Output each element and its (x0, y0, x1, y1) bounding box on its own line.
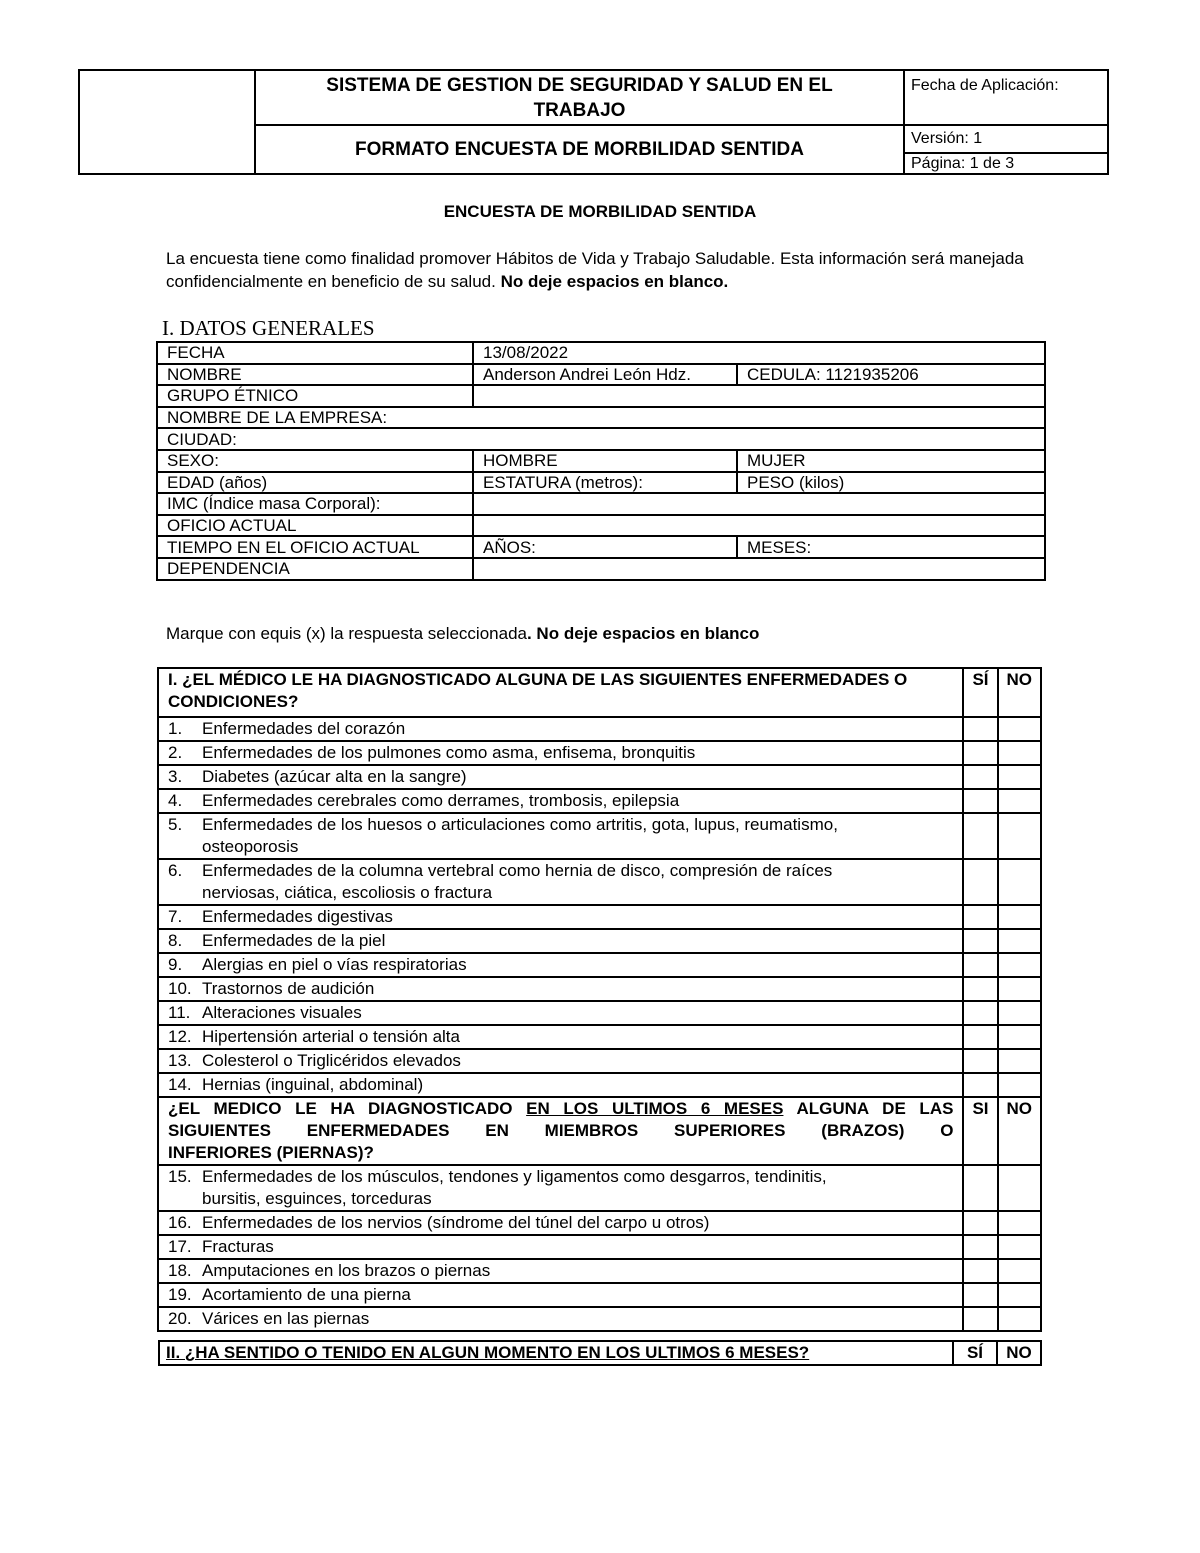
no-checkbox[interactable] (998, 813, 1042, 859)
cedula-field[interactable]: CEDULA: 1121935206 (737, 364, 1045, 386)
disease-text-continued: osteoporosis (202, 837, 299, 856)
disease-row (158, 977, 1041, 1001)
logo-area (79, 70, 255, 174)
disease-label (158, 929, 963, 953)
intro-warning: No deje espacios en blanco. (500, 272, 729, 291)
disease-row (158, 1025, 1041, 1049)
no-checkbox[interactable] (998, 1001, 1042, 1025)
disease-row (158, 813, 1041, 859)
disease-row (158, 1259, 1041, 1283)
disease-text: Alteraciones visuales (202, 1003, 362, 1022)
fecha-field[interactable]: 13/08/2022 (473, 342, 1045, 364)
disease-text: Colesterol o Triglicéridos elevados (202, 1051, 461, 1070)
disease-number: 1. (168, 719, 183, 738)
si-checkbox[interactable] (963, 765, 997, 789)
si-checkbox[interactable] (963, 1073, 997, 1097)
meses-field[interactable]: MESES: (737, 536, 1045, 558)
disease-row (158, 1049, 1041, 1073)
disease-row (158, 1001, 1041, 1025)
disease-row (158, 1235, 1041, 1259)
disease-label (158, 1283, 963, 1307)
imc-label: IMC (Índice masa Corporal): (157, 493, 473, 515)
question-1b-line2: SIGUIENTES ENFERMEDADES EN MIEMBROS SUPERIORES (BRAZOS) O (168, 1121, 954, 1140)
disease-label (158, 765, 963, 789)
disease-row (158, 929, 1041, 953)
si-column-header: SÍ (963, 668, 997, 717)
no-checkbox[interactable] (998, 765, 1042, 789)
survey-title: ENCUESTA DE MORBILIDAD SENTIDA (443, 202, 757, 221)
system-title-line2: TRABAJO (533, 99, 626, 121)
no-checkbox[interactable] (998, 1307, 1042, 1331)
no-checkbox[interactable] (998, 1165, 1042, 1211)
no-checkbox[interactable] (998, 1283, 1042, 1307)
question-2-si-header: SÍ (953, 1341, 997, 1365)
sexo-hombre-option[interactable]: HOMBRE (473, 450, 737, 472)
no-checkbox[interactable] (998, 1259, 1042, 1283)
intro-text: La encuesta tiene como finalidad promover Hábitos de Vida y Trabajo Saludable. Esta información será manejada confidencialmente en beneficio de su salud. (166, 249, 1024, 291)
peso-field[interactable]: PESO (kilos) (737, 472, 1045, 494)
question-1b-line1 (168, 1098, 953, 1120)
disease-text: Enfermedades digestivas (202, 907, 393, 926)
question-2-table (158, 1340, 1042, 1366)
datos-generales-table (156, 341, 1046, 581)
oficio-label: OFICIO ACTUAL (157, 515, 473, 537)
question-1b-text (158, 1097, 963, 1165)
disease-row (158, 1165, 1041, 1211)
disease-number: 12. (168, 1027, 192, 1046)
fecha-label: FECHA (157, 342, 473, 364)
disease-text: Enfermedades del corazón (202, 719, 406, 738)
no-checkbox[interactable] (998, 1211, 1042, 1235)
disease-text-continued: bursitis, esguinces, torceduras (202, 1189, 432, 1208)
si-checkbox[interactable] (963, 1259, 997, 1283)
disease-number: 13. (168, 1051, 192, 1070)
nombre-field[interactable]: Anderson Andrei León Hdz. (473, 364, 737, 386)
disease-label (158, 789, 963, 813)
disease-number: 8. (168, 931, 183, 950)
disease-label (158, 717, 963, 741)
disease-text-continued: nerviosas, ciática, escoliosis o fractura (202, 883, 493, 902)
si-checkbox[interactable] (963, 1025, 997, 1049)
si-column-header: SI (963, 1097, 997, 1165)
no-checkbox[interactable] (998, 1025, 1042, 1049)
empresa-field[interactable]: NOMBRE DE LA EMPRESA: (157, 407, 1045, 429)
disease-row (158, 741, 1041, 765)
disease-number: 14. (168, 1075, 192, 1094)
disease-row (158, 717, 1041, 741)
disease-text: Trastornos de audición (202, 979, 375, 998)
disease-label (158, 1211, 963, 1235)
disease-text: Amputaciones en los brazos o piernas (202, 1261, 491, 1280)
si-checkbox[interactable] (963, 1211, 997, 1235)
anos-field[interactable]: AÑOS: (473, 536, 737, 558)
si-checkbox[interactable] (963, 1235, 997, 1259)
question-1b-header-row (158, 1097, 1041, 1165)
disease-label (158, 1307, 963, 1331)
si-checkbox[interactable] (963, 977, 997, 1001)
disease-row (158, 953, 1041, 977)
edad-field[interactable]: EDAD (años) (157, 472, 473, 494)
disease-label (158, 813, 963, 859)
disease-text: Acortamiento de una pierna (202, 1285, 411, 1304)
si-checkbox[interactable] (963, 1283, 997, 1307)
si-checkbox[interactable] (963, 905, 997, 929)
disease-row (158, 905, 1041, 929)
disease-text: Enfermedades de los nervios (síndrome del túnel del carpo u otros) (202, 1213, 710, 1232)
disease-label (158, 953, 963, 977)
sexo-mujer-option[interactable]: MUJER (737, 450, 1045, 472)
no-checkbox[interactable] (998, 1235, 1042, 1259)
disease-number: 9. (168, 955, 183, 974)
sexo-label: SEXO: (157, 450, 473, 472)
disease-text: Enfermedades de la columna vertebral como hernia de disco, compresión de raíces (202, 861, 833, 880)
no-checkbox[interactable] (998, 1049, 1042, 1073)
disease-text: Enfermedades de los huesos o articulaciones como artritis, gota, lupus, reumatismo, (202, 815, 838, 834)
disease-number: 7. (168, 907, 183, 926)
question-1b-line3: INFERIORES (PIERNAS)? (168, 1143, 374, 1162)
question-2-text: II. ¿HA SENTIDO O TENIDO EN ALGUN MOMENTO EN LOS ULTIMOS 6 MESES? (159, 1341, 953, 1365)
intro-paragraph (166, 247, 1046, 293)
disease-number: 16. (168, 1213, 192, 1232)
version: Versión: 1 (904, 125, 1108, 153)
si-checkbox[interactable] (963, 1165, 997, 1211)
system-title-line1: SISTEMA DE GESTION DE SEGURIDAD Y SALUD EN EL (326, 74, 833, 96)
si-checkbox[interactable] (963, 741, 997, 765)
section-datos-generales-title: I. DATOS GENERALES (162, 316, 375, 340)
si-checkbox[interactable] (963, 929, 997, 953)
no-checkbox[interactable] (998, 789, 1042, 813)
disease-row (158, 1211, 1041, 1235)
dependencia-label: DEPENDENCIA (157, 558, 473, 580)
question-1-text: I. ¿EL MÉDICO LE HA DIAGNOSTICADO ALGUNA DE LAS SIGUIENTES ENFERMEDADES O CONDICIONES? (158, 668, 963, 717)
pagina: Página: 1 de 3 (904, 153, 1108, 174)
si-checkbox[interactable] (963, 789, 997, 813)
no-column-header: NO (998, 668, 1042, 717)
disease-text: Hipertensión arterial o tensión alta (202, 1027, 460, 1046)
disease-number: 18. (168, 1261, 192, 1280)
disease-label (158, 977, 963, 1001)
imc-field[interactable] (473, 493, 1045, 515)
question-1b-pre: ¿EL MEDICO LE HA DIAGNOSTICADO (168, 1099, 527, 1118)
disease-row (158, 1073, 1041, 1097)
disease-number: 6. (168, 861, 183, 880)
disease-row (158, 1283, 1041, 1307)
no-checkbox[interactable] (998, 929, 1042, 953)
disease-label (158, 905, 963, 929)
grupo-etnico-label: GRUPO ÉTNICO (157, 385, 473, 407)
disease-label (158, 1259, 963, 1283)
nombre-label: NOMBRE (157, 364, 473, 386)
disease-number: 10. (168, 979, 192, 998)
disease-number: 15. (168, 1167, 192, 1186)
disease-label (158, 1165, 963, 1211)
disease-text: Hernias (inguinal, abdominal) (202, 1075, 424, 1094)
no-column-header: NO (998, 1097, 1042, 1165)
disease-text: Alergias en piel o vías respiratorias (202, 955, 467, 974)
system-title (255, 70, 904, 125)
document-header (78, 69, 1109, 175)
disease-text: Enfermedades de la piel (202, 931, 386, 950)
disease-number: 11. (168, 1003, 191, 1022)
disease-label (158, 741, 963, 765)
question-2-no-header: NO (997, 1341, 1041, 1365)
no-checkbox[interactable] (998, 717, 1042, 741)
no-checkbox[interactable] (998, 1073, 1042, 1097)
tiempo-oficio-label: TIEMPO EN EL OFICIO ACTUAL (157, 536, 473, 558)
no-checkbox[interactable] (998, 905, 1042, 929)
si-checkbox[interactable] (963, 1307, 997, 1331)
dependencia-field[interactable] (473, 558, 1045, 580)
disease-text: Várices en las piernas (202, 1309, 370, 1328)
disease-row (158, 859, 1041, 905)
si-checkbox[interactable] (963, 717, 997, 741)
disease-text: Enfermedades de los pulmones como asma, enfisema, bronquitis (202, 743, 696, 762)
si-checkbox[interactable] (963, 859, 997, 905)
disease-number: 2. (168, 743, 183, 762)
oficio-field[interactable] (473, 515, 1045, 537)
grupo-etnico-field[interactable] (473, 385, 1045, 407)
no-checkbox[interactable] (998, 741, 1042, 765)
disease-label (158, 859, 963, 905)
question-1b-underlined: EN LOS ULTIMOS 6 MESES (526, 1099, 784, 1118)
no-checkbox[interactable] (998, 953, 1042, 977)
disease-label (158, 1001, 963, 1025)
si-checkbox[interactable] (963, 813, 997, 859)
ciudad-field[interactable]: CIUDAD: (157, 428, 1045, 450)
disease-text: Diabetes (azúcar alta en la sangre) (202, 767, 467, 786)
no-checkbox[interactable] (998, 859, 1042, 905)
instruction-main: Marque con equis (x) la respuesta seleccionada (166, 624, 527, 643)
si-checkbox[interactable] (963, 1049, 997, 1073)
enfermedades-table (157, 667, 1042, 1332)
instruction-text (166, 624, 759, 644)
question-1-header-row (158, 668, 1041, 717)
disease-text: Enfermedades de los músculos, tendones y ligamentos como desgarros, tendinitis, (202, 1167, 827, 1186)
disease-number: 17. (168, 1237, 192, 1256)
si-checkbox[interactable] (963, 1001, 997, 1025)
estatura-field[interactable]: ESTATURA (metros): (473, 472, 737, 494)
si-checkbox[interactable] (963, 953, 997, 977)
question-1b-post: ALGUNA DE LAS (783, 1099, 954, 1118)
disease-number: 4. (168, 791, 183, 810)
fecha-aplicacion: Fecha de Aplicación: (904, 70, 1108, 125)
disease-number: 19. (168, 1285, 192, 1304)
disease-text: Fracturas (202, 1237, 274, 1256)
disease-row (158, 789, 1041, 813)
disease-number: 3. (168, 767, 183, 786)
disease-row (158, 765, 1041, 789)
disease-label (158, 1025, 963, 1049)
disease-label (158, 1049, 963, 1073)
disease-number: 20. (168, 1309, 192, 1328)
instruction-warning: . No deje espacios en blanco (526, 624, 760, 643)
disease-number: 5. (168, 815, 183, 834)
disease-label (158, 1073, 963, 1097)
disease-label (158, 1235, 963, 1259)
no-checkbox[interactable] (998, 977, 1042, 1001)
disease-text: Enfermedades cerebrales como derrames, trombosis, epilepsia (202, 791, 680, 810)
disease-row (158, 1307, 1041, 1331)
form-title: FORMATO ENCUESTA DE MORBILIDAD SENTIDA (255, 125, 904, 174)
